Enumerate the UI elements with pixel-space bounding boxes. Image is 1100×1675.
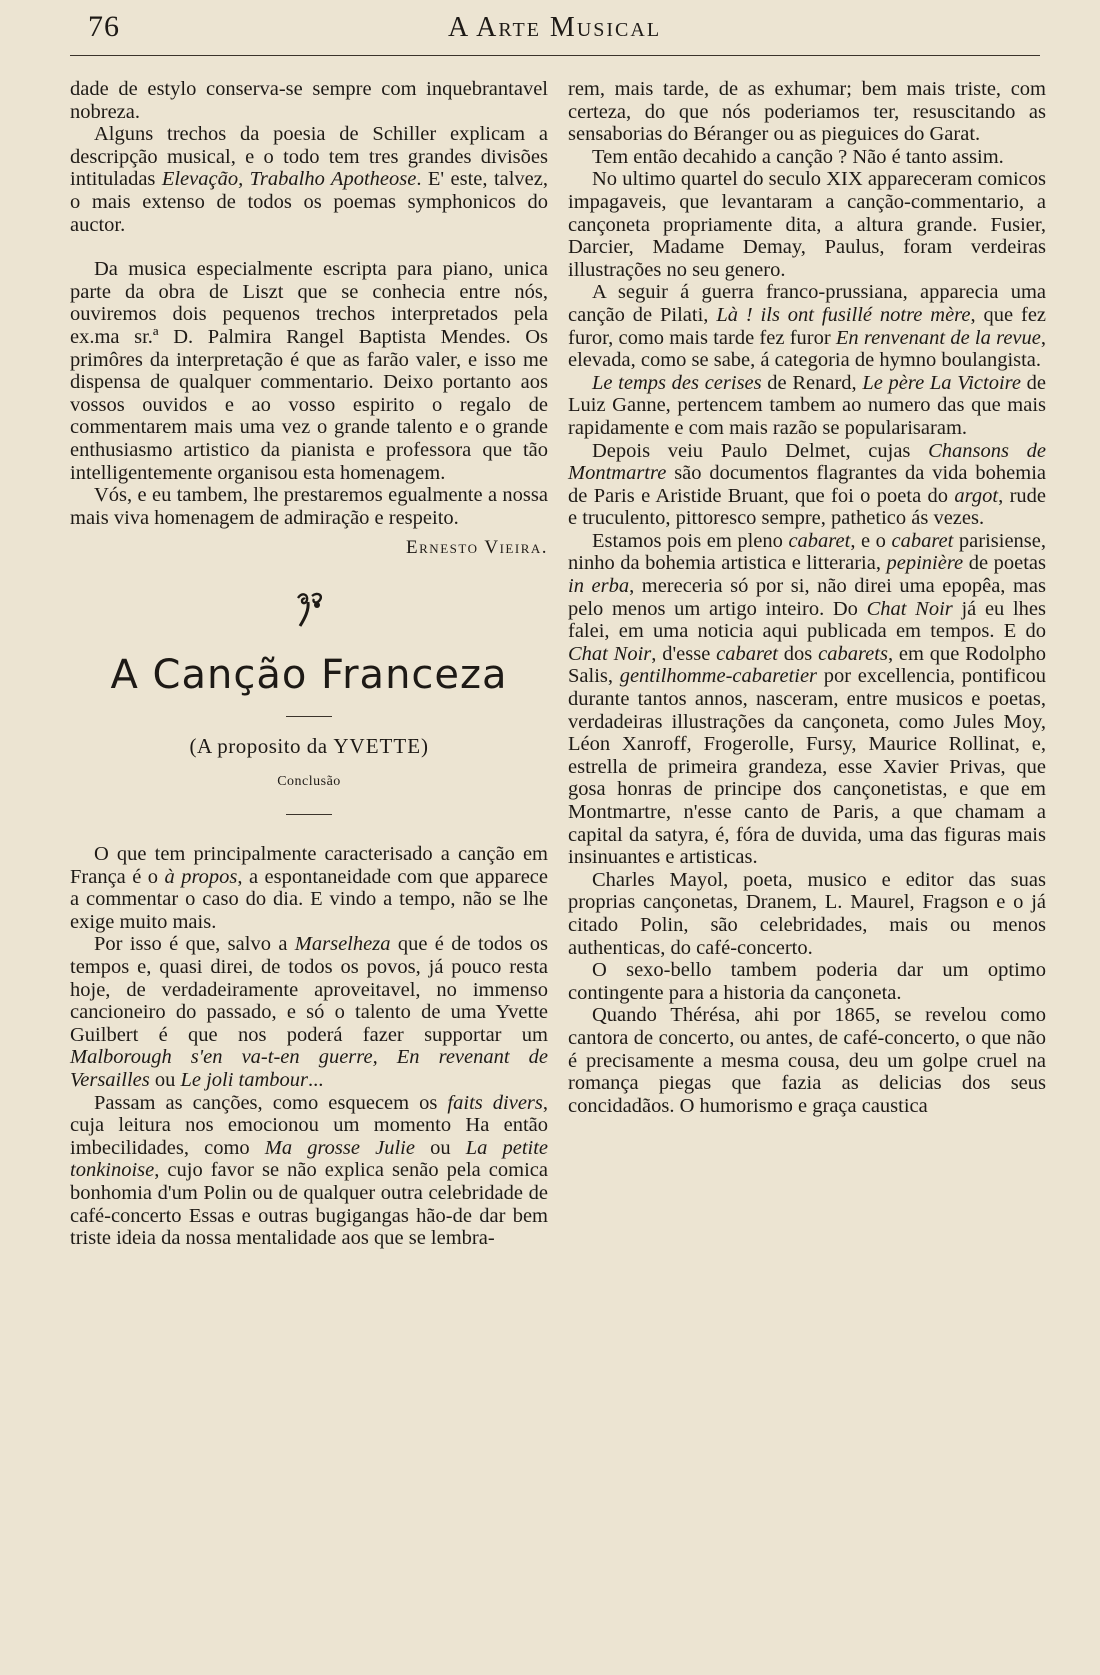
italic-title: Marselheza [294, 933, 391, 956]
text-run: , rude e truculento, pittoresco sempre, pathetico ás vezes. [568, 484, 1046, 530]
italic-title: Le joli tambour [180, 1069, 309, 1091]
paragraph: Quando Thérésa, ahi por 1865, se revelou como cantora de concerto, ou antes, de café-concerto, o que não é precisamente a mesma cousa, deu um golpe cruel na romança piegas que fazia as delicias dos seus concidadãos. O humorismo e graça caustica [568, 1004, 1046, 1117]
text-run: O que tem principalmente caracterisado a canção em França é o [70, 843, 548, 888]
text-run: são documentos flagrantes da vida bohemia de Paris e Aristide Bruant, que foi o poeta do [568, 462, 1046, 507]
subtitle-text: (A proposito da [189, 733, 334, 758]
paragraph: dade de estylo conserva-se sempre com inquebrantavel nobreza. [70, 78, 548, 123]
paragraph [568, 440, 1046, 530]
text-run: ... [308, 1069, 324, 1091]
italic-title: Le père La Victoire [862, 371, 1021, 394]
journal-title: A Arte Musical [448, 12, 662, 43]
fleuron-ornament-icon [70, 590, 548, 634]
italic-title: Là ! ils ont fusillé notre mère [716, 303, 971, 326]
text-run: Alguns trechos da poesia de Schiller explicam a descripção musical, e o todo tem tres grandes divisões intituladas [70, 123, 548, 191]
article-body [70, 843, 548, 1250]
italic-term: faits divers [447, 1091, 543, 1114]
text-run: ou [149, 1069, 181, 1091]
left-column [70, 78, 548, 1250]
paragraph [568, 530, 1046, 869]
text-run: parisiense, ninho da bohemia artistica e litteraria, [568, 529, 1046, 575]
text-run: , d'esse [651, 642, 717, 665]
italic-title: En renvenant de la revue [835, 326, 1041, 349]
italic-title: Chat Noir [568, 642, 652, 665]
italic-title: Le temps des cerises [592, 371, 762, 394]
section-rule [286, 814, 332, 815]
header-rule [70, 55, 1040, 56]
paragraph: No ultimo quartel do seculo XIX appareceram comicos impagaveis, que levantaram a canção-commentario, a cançoneta propriamente dita, a altura grande. Fusier, Darcier, Madame Demay, Paulus, foram verdeiras illustrações no seu genero. [568, 168, 1046, 281]
text-run: , que fez furor, como mais tarde fez furor [568, 303, 1047, 349]
text-run: Por isso é que, salvo a [94, 933, 295, 956]
text-run: , elevada, como se sabe, á categoria de hymno boulangista. [568, 326, 1046, 372]
paragraph [70, 843, 548, 933]
paragraph [568, 281, 1046, 371]
text-run: , em que Rodolpho Salis, [568, 642, 1046, 688]
text-run: Passam as canções, como esquecem os [94, 1091, 448, 1114]
text-run: , mereceria só por si, não direi uma epopêa, mas pelo menos um artigo inteiro. Do [568, 575, 1046, 620]
text-run: de Renard, [761, 371, 863, 394]
italic-title: La petite tonkinoise [70, 1136, 549, 1182]
text-run: ou [414, 1136, 466, 1159]
paragraph: Charles Mayol, poeta, musico e editor das suas proprias cançonetas, Dranem, L. Maurel, Fragson e o já citado Polin, são celebridades, mais ou menos authenticas, do café-concerto. [568, 868, 1046, 959]
paragraph [568, 372, 1046, 440]
text-run: , e o [850, 529, 892, 552]
page-header [0, 0, 1100, 60]
paragraph: rem, mais tarde, de as exhumar; bem mais triste, com certeza, do que nós poderiamos ter, resuscitando as sensaborias do Béranger ou as pieguices do Garat. [568, 78, 1046, 146]
italic-title: Elevação, Trabalho Apotheose [161, 168, 417, 191]
italic-term: cabaret [891, 529, 954, 552]
paragraph: Vós, e eu tambem, lhe prestaremos egualmente a nossa mais viva homenagem de admiração e respeito. [70, 484, 548, 529]
page-number: 76 [88, 10, 120, 43]
italic-term: in erba [568, 575, 630, 598]
paragraph [70, 1092, 548, 1250]
text-run: por excellencia, pontificou durante tantos annos, nasceram, entre musicos e poetas, verdadeiras illustrações da cançoneta, como Jules Moy, Léon Xanroff, Frogerolle, Fursy, Maurice Rollinat, e, estrella de primeira grandeza, esse Xavier Privas, que gosa honras de principe dos cançonetistas, e que em Montmartre, n'esse canto de Paris, a que chamam a capital da satyra, é, fóra de duvida, uma das figuras mais insinuantes e artisticas. [568, 665, 1046, 869]
author-signature: Ernesto Vieira. [406, 537, 548, 559]
paragraph [70, 933, 548, 1091]
italic-title: Chat Noir [866, 597, 953, 620]
italic-title: Chansons de Montmartre [568, 439, 1046, 485]
text-run: A seguir á guerra franco-prussiana, apparecia uma canção de Pilati, [568, 281, 1046, 326]
article-title: A Canção Franceza [110, 651, 508, 698]
text-run: , a espontaneidade com que apparece a commentar o caso do dia. E vindo a tempo, não se lhe exige muito mais. [70, 865, 548, 933]
paragraph: Tem então decahido a canção ? Não é tanto assim. [592, 145, 1004, 168]
italic-term: cabaret [716, 642, 778, 665]
italic-term: cabarets [818, 642, 888, 665]
text-run: . E' este, talvez, o mais extenso de todos os poemas symphonicos do auctor. [70, 168, 549, 236]
italic-term: à propos [164, 865, 238, 888]
italic-term: cabaret [788, 529, 851, 552]
text-run: dos [778, 642, 819, 665]
subtitle-name: YVETTE [333, 733, 422, 758]
subtitle-text: ) [421, 733, 429, 758]
text-run: já eu lhes falei, em uma noticia aqui publicada em tempos. E do [568, 597, 1046, 643]
text-run: que é de todos os tempos e, quasi direi, de todos os povos, já pouco resta hoje, de verdadeiramente aproveitavel, no immenso cancioneiro do passado, e só o talento de uma Yvette Guilbert é que nos poderá fazer supportar um [70, 933, 548, 1046]
text-run: Depois veiu Paulo Delmet, cujas [592, 439, 929, 462]
text-run: Estamos pois em pleno [592, 529, 789, 552]
article-subtitle [70, 735, 548, 758]
italic-term: gentilhomme-cabaretier [619, 665, 818, 688]
text-run: de Luiz Ganne, pertencem tambem ao numero das que mais rapidamente e com mais razão se popularisaram. [568, 371, 1046, 439]
continuation-label: Conclusão [277, 774, 341, 790]
text-run: , cuja leitura nos emocionou um momento Ha então imbecilidades, como [70, 1091, 549, 1159]
paragraph: Da musica especialmente escripta para piano, unica parte da obra de Liszt que se conhecia entre nós, ouviremos dois pequenos trechos interpretados pela ex.ma sr.ª D. Palmira Rangel Baptista Mendes. Os primôres da interpretação é que as farão valer, e isso me dispensa de qualquer commentario. Deixo portanto aos vossos ouvidos e ao vosso espirito o regalo de commentarem mais uma vez o grande talento e o grande enthusiasmo artistico da pianista e professora que tão intelligentemente organisou esta homenagem. [70, 258, 548, 484]
italic-term: pepinière [886, 552, 964, 575]
italic-term: argot [954, 484, 999, 507]
text-run: , cujo favor se não explica senão pela comica bonhomia d'um Polin ou de qualquer outra celebridade de café-concerto Essas e outras bugigangas hão-de dar bem triste ideia da nossa mentalidade aos que se lembra- [70, 1159, 548, 1250]
italic-title: Malborough s'en va-t-en guerre, En revenant de Versailles [70, 1046, 548, 1091]
paragraph [70, 123, 548, 236]
paragraph: O sexo-bello tambem poderia dar um optimo contingente para a historia da cançoneta. [568, 959, 1046, 1004]
title-rule [286, 716, 332, 717]
text-run: de poetas [963, 552, 1046, 575]
right-column [568, 78, 1046, 1117]
italic-title: Ma grosse Julie [264, 1136, 415, 1159]
